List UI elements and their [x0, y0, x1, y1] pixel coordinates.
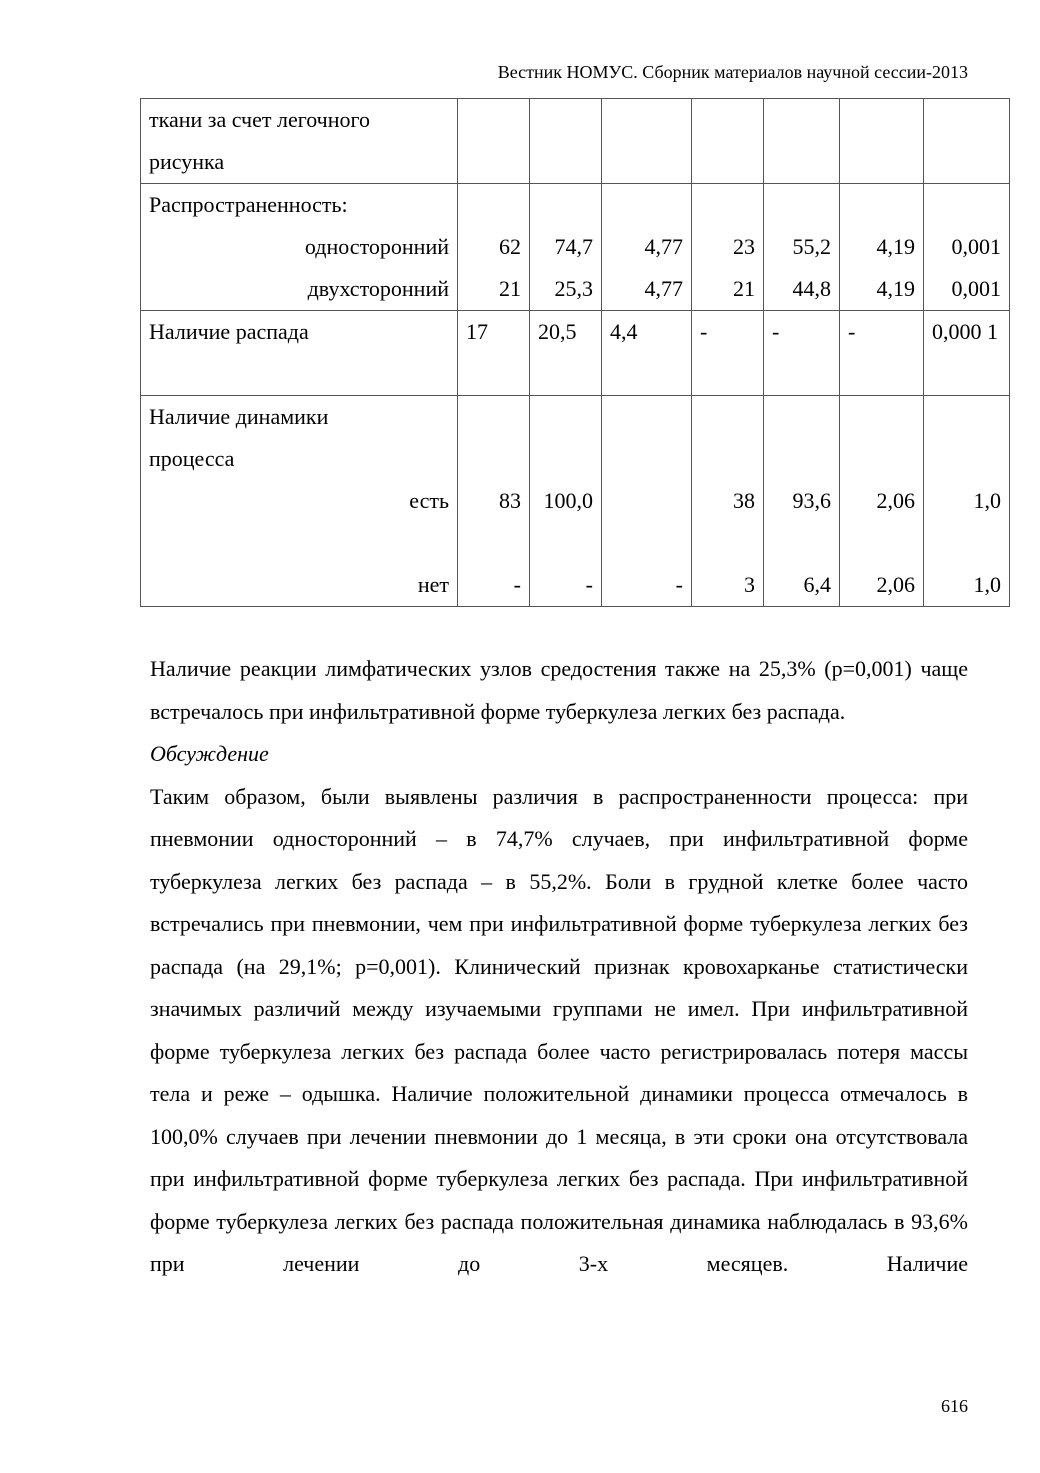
body-text: [150, 648, 968, 1286]
table-cell: 83 -: [458, 396, 530, 607]
table-row: [141, 396, 1010, 607]
table-cell: -: [764, 311, 840, 396]
table-cell: [692, 99, 764, 184]
section-heading: Обсуждение: [150, 741, 269, 766]
table-cell: 4,19 4,19: [840, 184, 924, 311]
running-header: Вестник НОМУС. Сборник материалов научной сессии-2013: [497, 62, 968, 82]
table-cell: [764, 99, 840, 184]
table-cell: 0,001 0,001: [924, 184, 1010, 311]
table-cell: 0,000 1: [924, 311, 1010, 396]
table-cell: 100,0 -: [530, 396, 602, 607]
page-number: 616: [941, 1396, 968, 1416]
table-row: [141, 99, 1010, 184]
table-cell: -: [692, 311, 764, 396]
paragraph: Таким образом, были выявлены различия в распространенности процесса: при пневмонии односторонний – в 74,7% случаев, при инфильтративной форме туберкулеза легких без распада – в 55,2%. Боли в грудной клетке более часто встречались при пневмонии, чем при инфильтративной форме туберкулеза легких без распада (на 29,1%; р=0,001). Клинический признак кровохарканье статистически значимых различий между изучаемыми группами не имел. При инфильтративной форме туберкулеза легких без распада более часто регистрировалась потеря массы тела и реже – одышка. Наличие положительной динамики процесса отмечалось в 100,0% случаев при лечении пневмонии до 1 месяца, в эти сроки она отсутствовала при инфильтративной форме туберкулеза легких без распада. При инфильтративной форме туберкулеза легких без распада положительная динамика наблюдалась в 93,6% при лечении до 3-х месяцев. Наличие: [150, 783, 968, 1276]
table-cell: [458, 99, 530, 184]
paragraph: Наличие реакции лимфатических узлов средостения также на 25,3% (р=0,001) чаще встречалось при инфильтративной форме туберкулеза легких без распада.: [150, 656, 968, 724]
table-cell: 55,2 44,8: [764, 184, 840, 311]
table-cell: 62 21: [458, 184, 530, 311]
table-cell: 38 3: [692, 396, 764, 607]
table-cell: [840, 99, 924, 184]
table-cell: 93,6 6,4: [764, 396, 840, 607]
table-cell: 1,0 1,0: [924, 396, 1010, 607]
table-cell: [924, 99, 1010, 184]
table-cell: 4,77 4,77: [602, 184, 692, 311]
table-cell: -: [602, 396, 692, 607]
table-cell: 74,7 25,3: [530, 184, 602, 311]
row-label: Наличие распада: [141, 311, 458, 396]
table-cell: 4,4: [602, 311, 692, 396]
table-row: [141, 184, 1010, 311]
table-cell: 23 21: [692, 184, 764, 311]
row-label: Наличие динамики процесса есть нет: [141, 396, 458, 607]
table-cell: -: [840, 311, 924, 396]
row-label: ткани за счет легочного рисунка: [141, 99, 458, 184]
table-cell: [602, 99, 692, 184]
table-cell: 17: [458, 311, 530, 396]
table-cell: 20,5: [530, 311, 602, 396]
table-cell: 2,06 2,06: [840, 396, 924, 607]
results-table: [140, 98, 1010, 607]
table-row: [141, 311, 1010, 396]
table-cell: [530, 99, 602, 184]
row-label: Распространенность: односторонний двухсторонний: [141, 184, 458, 311]
